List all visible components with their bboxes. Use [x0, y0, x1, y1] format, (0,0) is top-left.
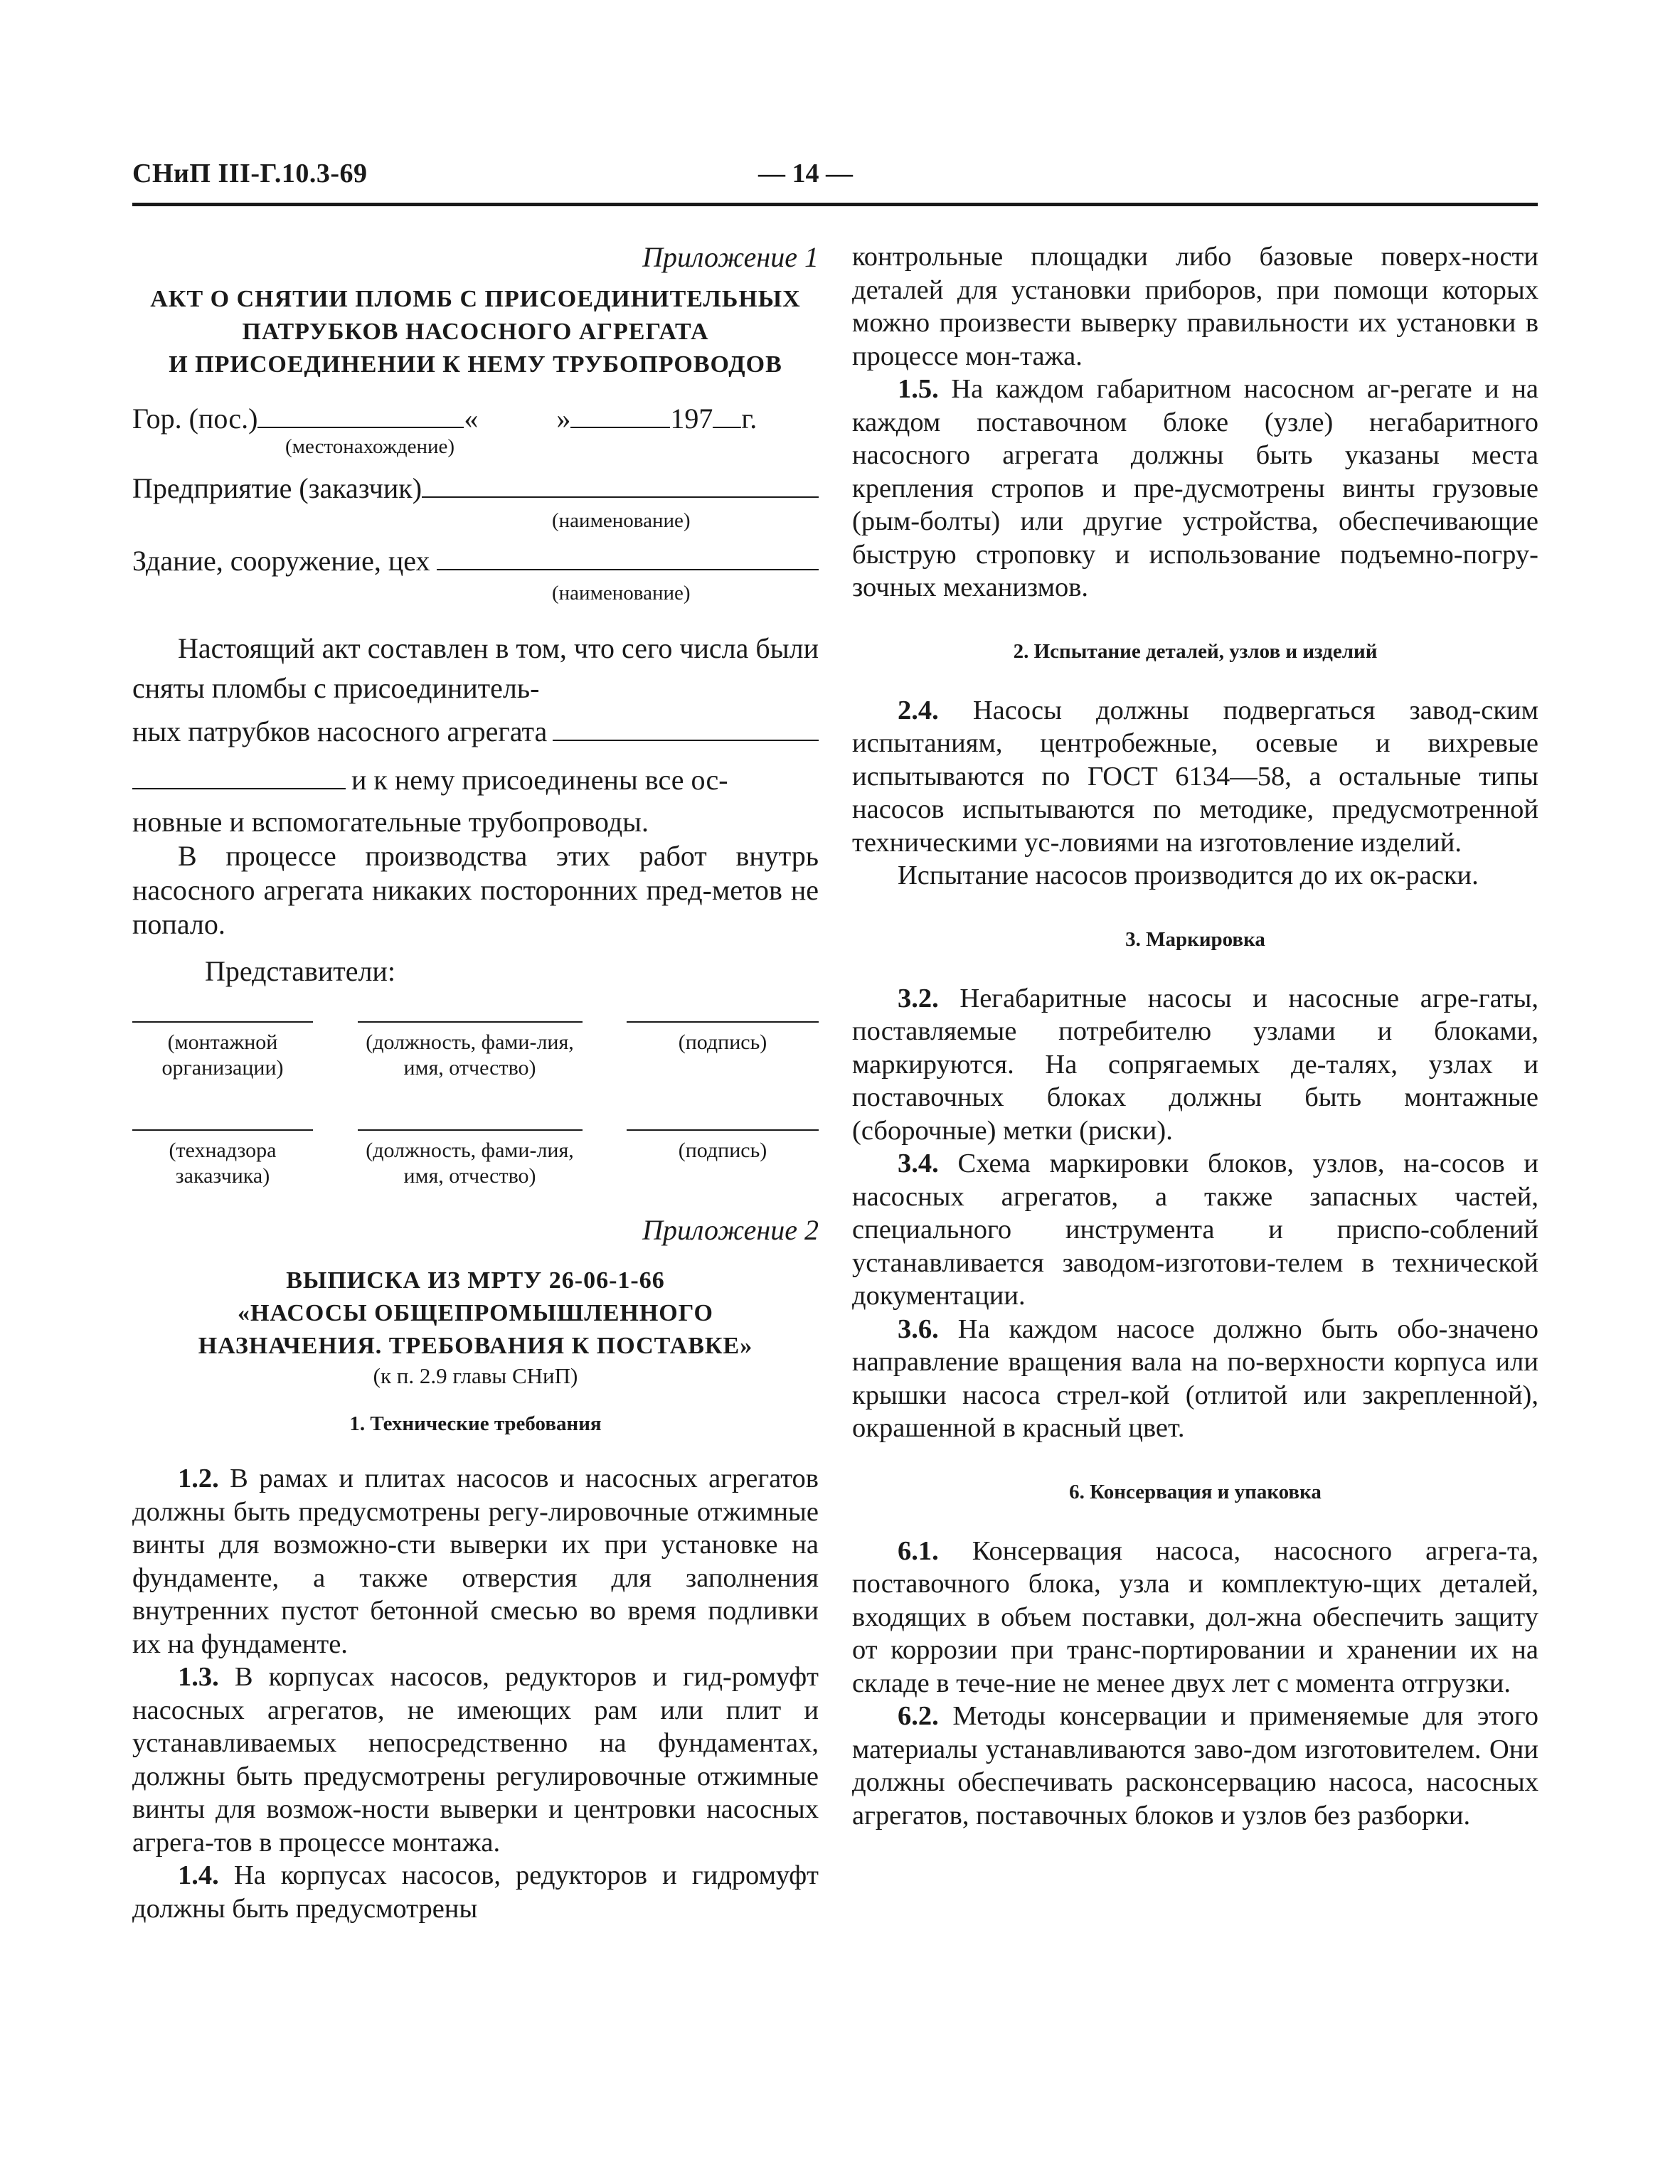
building-caption: (наименование): [552, 582, 691, 604]
month-blank: [570, 404, 670, 428]
signature-caption: (должность, фами-лия, имя, отчество): [366, 1030, 574, 1080]
act-body-5: В процессе производства этих работ внутрь насосного агрегата никаких посторонних пред-метов не попало.: [132, 840, 819, 940]
building-label: Здание, сооружение, цех: [132, 545, 430, 577]
extract-title-line: «НАСОСЫ ОБЩЕПРОМЫШЛЕННОГО: [238, 1300, 713, 1326]
signature-row-installer: [132, 1021, 819, 1081]
signature-caption: (монтажной организации): [161, 1030, 284, 1080]
paragraph-3-4: [852, 1147, 1538, 1313]
signature-caption: (подпись): [678, 1139, 767, 1162]
paragraph-1-3: [132, 1661, 819, 1859]
year-suffix: г.: [741, 403, 757, 435]
year-prefix: 197: [670, 403, 713, 435]
paragraph-number: 1.5.: [898, 374, 939, 404]
paragraph-text: Методы консервации и применяемые для этого материалы устанавливаются заво-дом изготовителем. Они должны обеспечивать расконсервацию насоса, насосных агрегатов, поставочных блоков и узлов без разборки.: [852, 1701, 1538, 1831]
document-code: СНиП III-Г.10.3-69: [132, 159, 368, 188]
extract-title-line: НАЗНАЧЕНИЯ. ТРЕБОВАНИЯ К ПОСТАВКЕ»: [198, 1333, 753, 1359]
paragraph-text: Консервация насоса, насосного агрега-та, поставочного блока, узла и комплектую-щих деталей, входящих в объем поставки, дол-жна обеспечить защиту от коррозии при транс-портировании и хранении их на складе в тече-ние не менее двух лет с момента отгрузки.: [852, 1535, 1538, 1698]
paragraph-text: На корпусах насосов, редукторов и гидромуфт должны быть предусмотрены: [132, 1860, 819, 1924]
paragraph-number: 6.1.: [898, 1535, 939, 1566]
quote-open: «: [464, 403, 479, 435]
signature-row-customer: [132, 1129, 819, 1189]
signature-caption: (технадзора заказчика): [169, 1139, 277, 1188]
act-title-line: АКТ О СНЯТИИ ПЛОМБ С ПРИСОЕДИНИТЕЛЬНЫХ: [150, 286, 801, 312]
paragraph-number: 1.3.: [178, 1662, 219, 1692]
paragraph-text: На каждом габаритном насосном аг-регате и на каждом поставочном блоке (узле) негабаритного насосного агрегата должны быть указаны места крепления стропов и пре-дусмотрены винты грузовые (рым-болты) или другие устройства, обеспечивающие быструю строповку и использование подъемно-погру-зочных механизмов.: [852, 374, 1539, 602]
paragraph-2-4: [852, 694, 1538, 860]
paragraph-number: 3.4.: [898, 1149, 939, 1178]
act-body-2: ных патрубков насосного агрегата: [132, 715, 548, 747]
extract-title: [132, 1264, 819, 1363]
paragraph-3-2: [852, 982, 1538, 1148]
page-number: — 14 —: [758, 159, 853, 188]
paragraph-number: 6.2.: [898, 1701, 939, 1731]
act-body-4: новные и вспомогательные трубопроводы.: [132, 806, 649, 838]
paragraph-number: 3.2.: [898, 983, 939, 1013]
city-date-line: [132, 403, 819, 435]
signature-caption: (должность, фами-лия, имя, отчество): [366, 1139, 574, 1188]
paragraph-number: 3.6.: [898, 1314, 939, 1344]
section-1-title: 1. Технические требования: [349, 1412, 602, 1435]
paragraph-1-2: [132, 1462, 819, 1661]
act-body-2-line: [132, 715, 819, 748]
paragraph-1-4-continued: контрольные площадки либо базовые поверх-ности деталей для установки приборов, при помощи которых можно произвести выверку правильности их установки в процессе мон-тажа.: [852, 242, 1538, 371]
enterprise-blank: [422, 474, 819, 498]
paragraph-3-6: [852, 1313, 1538, 1445]
building-line: [132, 545, 819, 577]
act-body-3: и к нему присоединены все ос-: [351, 764, 728, 796]
act-title-line: ПАТРУБКОВ НАСОСНОГО АГРЕГАТА: [242, 319, 709, 345]
appendix-1-label: Приложение 1: [642, 241, 819, 273]
section-6-title: 6. Консервация и упаковка: [1069, 1480, 1322, 1503]
paragraph-2-4-b: Испытание насосов производится до их ок-раски.: [898, 861, 1479, 890]
paragraph-number: 1.2.: [178, 1464, 219, 1493]
paragraph-1-4: [132, 1859, 819, 1925]
paragraph-text: На каждом насосе должно быть обо-значено направление вращения вала на по-верхности корпуса или крышки насоса стрел-кой (отлитой или закрепленной), окрашенной в красный цвет.: [852, 1314, 1539, 1443]
paragraph-1-5: [852, 373, 1538, 604]
paragraph-text: В рамах и плитах насосов и насосных агрегатов должны быть предусмотрены регу-лировочные отжимные винты для возможно-сти выверки их при установке на фундаменте, а также отверстия для заполнения внутренних пустот бетонной смесью во время подливки их на фундаменте.: [132, 1464, 819, 1659]
right-column: [852, 240, 1538, 1832]
city-label: Гор. (пос.): [132, 403, 258, 435]
act-body-1: Настоящий акт составлен в том, что сего числа были сняты пломбы с присоединитель-: [132, 632, 819, 704]
page-header: [132, 158, 1538, 195]
enterprise-caption: (наименование): [552, 509, 691, 532]
connect-blank: [132, 765, 346, 789]
appendix-2-label: Приложение 2: [642, 1214, 819, 1246]
paragraph-number: 1.4.: [178, 1860, 219, 1890]
city-caption: (местонахождение): [285, 435, 455, 458]
extract-title-line: ВЫПИСКА ИЗ МРТУ 26-06-1-66: [286, 1267, 665, 1294]
section-3-title: 3. Маркировка: [1125, 927, 1265, 951]
enterprise-label: Предприятие (заказчик): [132, 472, 422, 504]
paragraph-text: Схема маркировки блоков, узлов, на-сосов и насосных агрегатов, а также запасных частей, специального инструмента и приспо-соблений устанавливается заводом-изготови-телем в технической документации.: [852, 1149, 1539, 1311]
paragraph-6-1: [852, 1535, 1538, 1700]
paragraph-6-2: [852, 1700, 1538, 1832]
quote-close: »: [556, 403, 571, 435]
paragraph-text: В корпусах насосов, редукторов и гид-ромуфт насосных агрегатов, не имеющих рам или плит и устанавливаемых непосредственно на фундаментах, должны быть предусмотрены регулировочные отжимные винты для возмож-ности выверки и центровки насосных агрега-тов в процессе монтажа.: [132, 1662, 819, 1858]
extract-subtitle: (к п. 2.9 главы СНиП): [373, 1363, 578, 1388]
city-blank: [257, 404, 464, 428]
building-blank: [437, 546, 819, 570]
paragraph-text: Негабаритные насосы и насосные агре-гаты, поставляемые потребителю узлами и блоками, маркируются. На сопрягаемых де-талях, узлах и поставочных блоках должны быть монтажные (сборочные) метки (риски).: [852, 983, 1539, 1146]
section-2-title: 2. Испытание деталей, узлов и изделий: [1013, 639, 1378, 663]
enterprise-line: [132, 472, 819, 505]
signature-caption: (подпись): [678, 1030, 767, 1054]
year-blank: [713, 404, 741, 428]
representatives-label: Представители:: [205, 955, 395, 987]
paragraph-number: 2.4.: [898, 695, 939, 725]
act-title-line: И ПРИСОЕДИНЕНИИ К НЕМУ ТРУБОПРОВОДОВ: [169, 351, 782, 378]
left-column: [132, 240, 819, 1925]
act-title: [132, 283, 819, 381]
header-rule: [132, 203, 1538, 206]
act-body-3-line: [132, 764, 819, 797]
paragraph-text: Насосы должны подвергаться завод-ским испытаниям, центробежные, осевые и вихревые испытываются по ГОСТ 6134—58, а остальные типы насосов испытываются по методике, предусмотренной техническими ус-ловиями на изготовление изделий.: [852, 695, 1539, 858]
pump-blank: [553, 717, 819, 741]
